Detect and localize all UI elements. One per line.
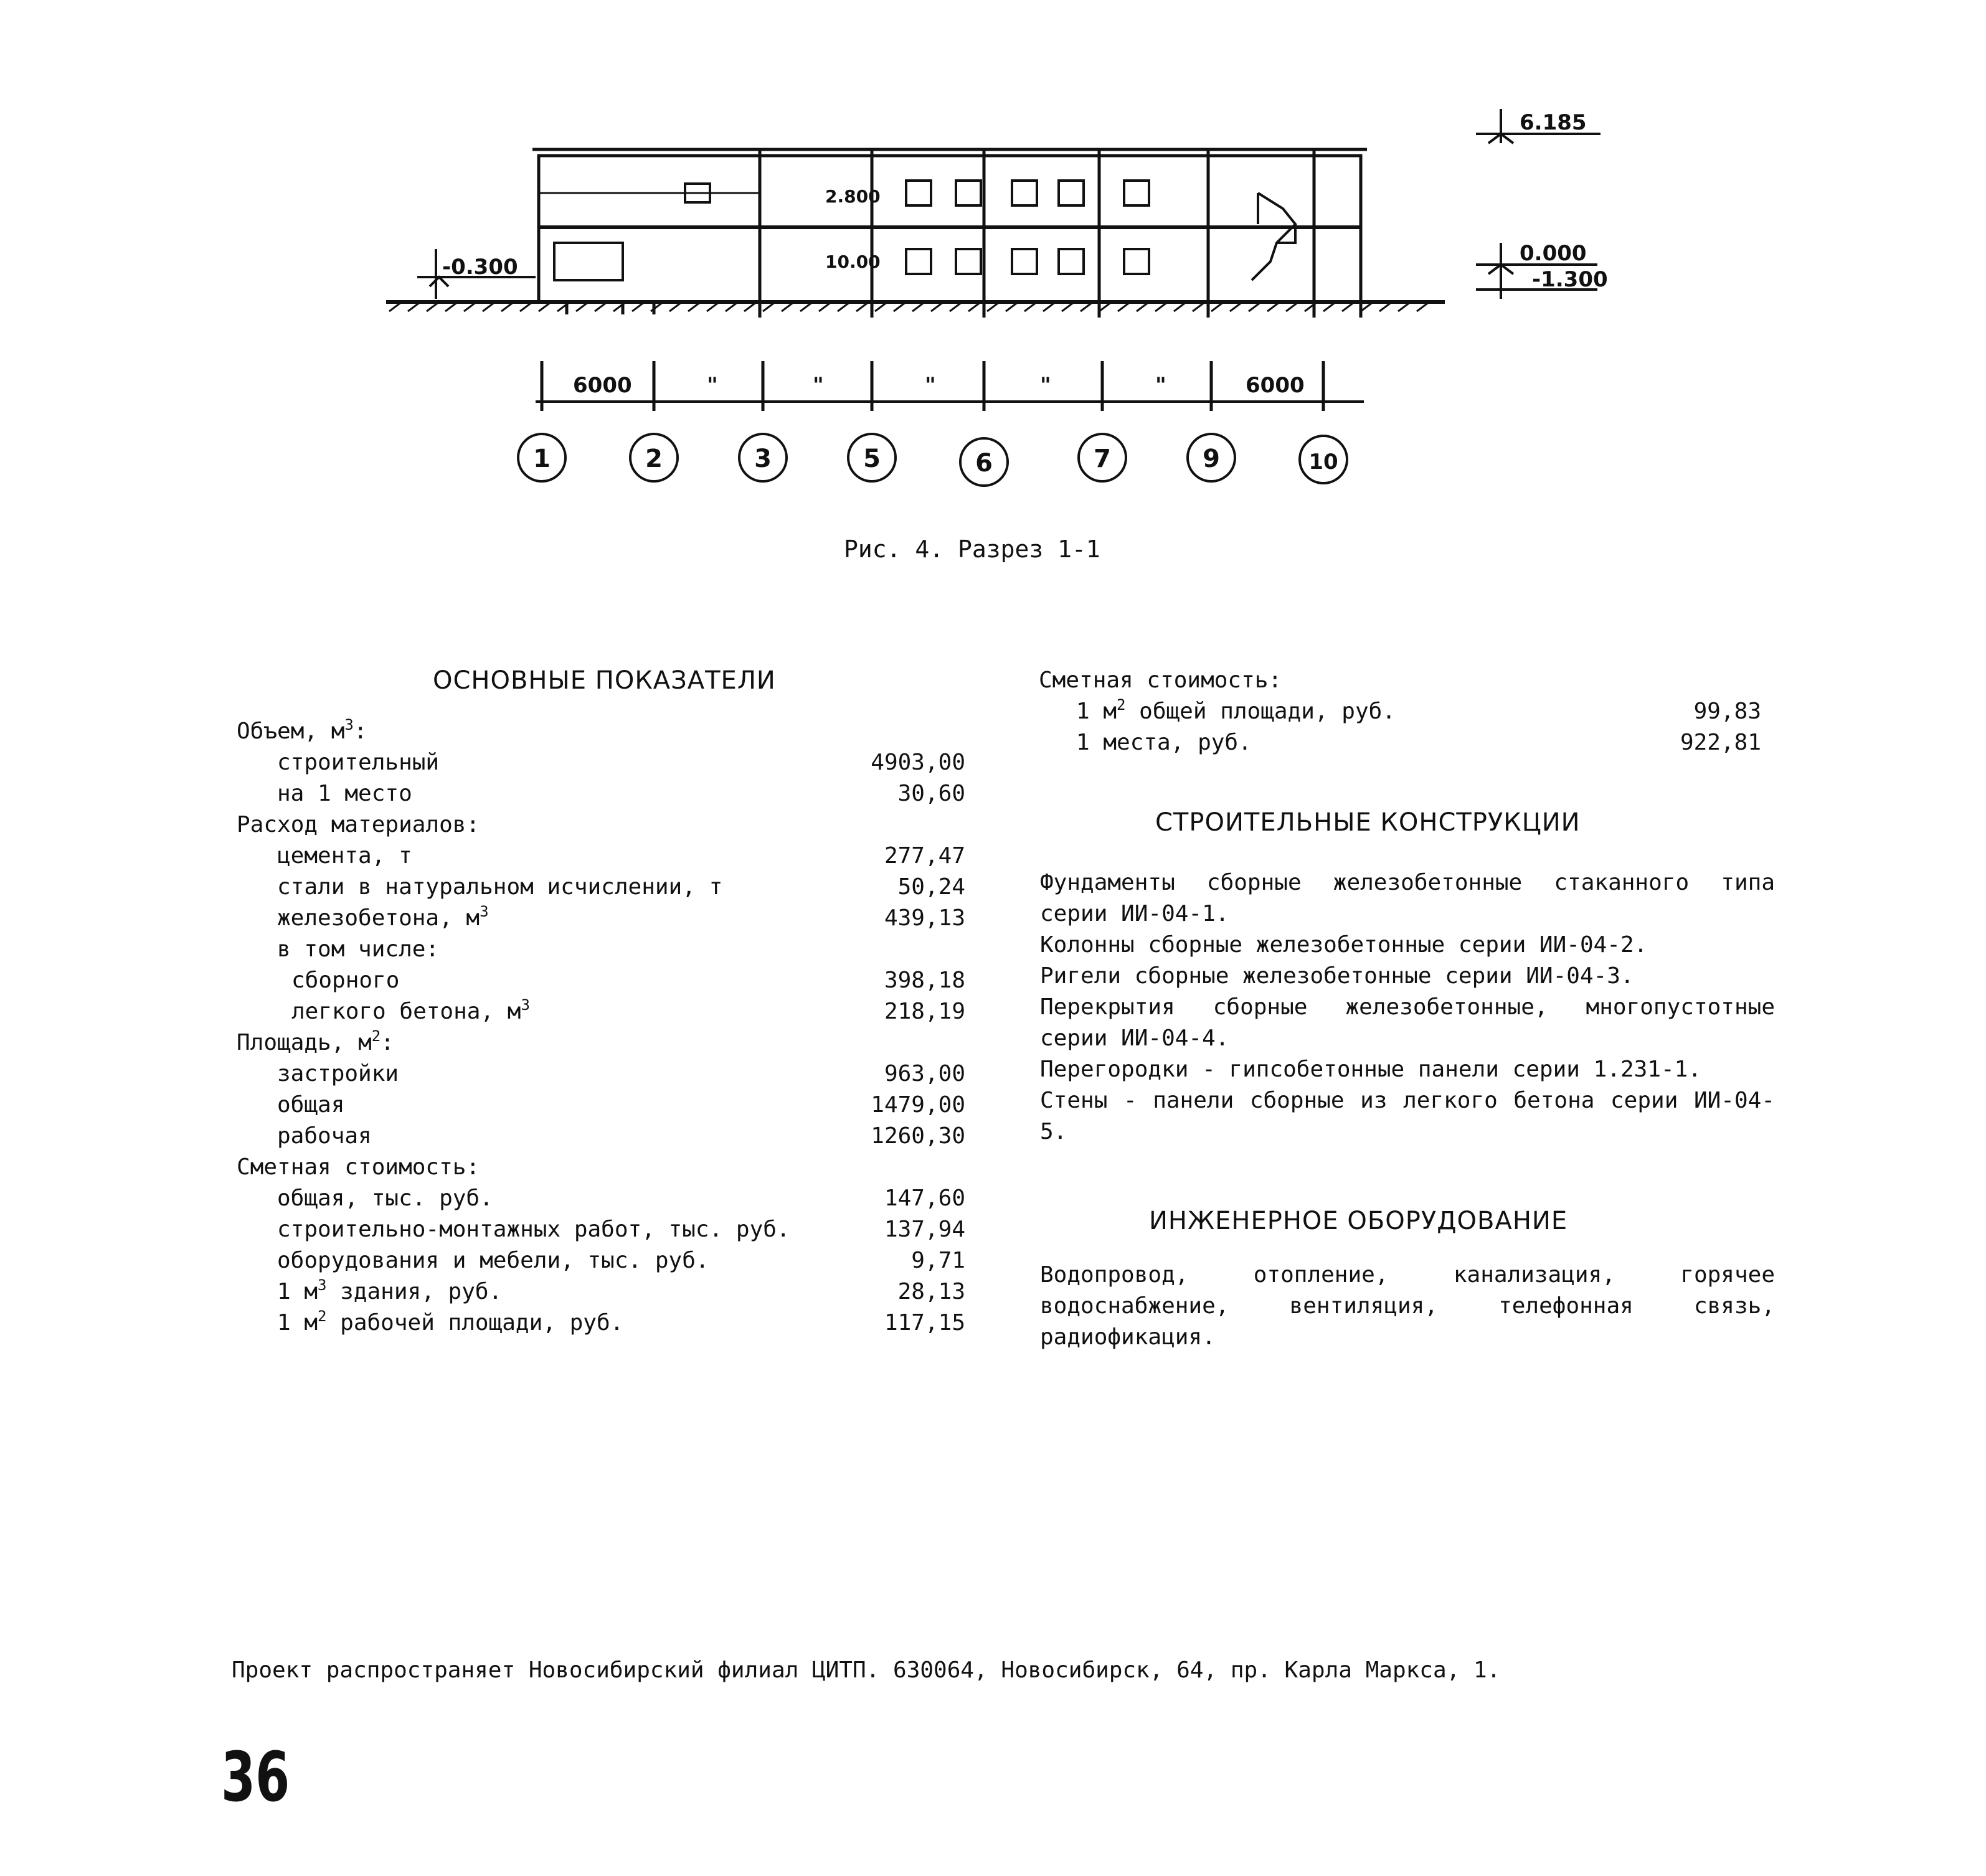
row-label: Сметная стоимость:	[1039, 667, 1282, 693]
indicators-title: ОСНОВНЫЕ ПОКАЗАТЕЛИ	[433, 666, 776, 695]
row-value: 117,15	[884, 1310, 965, 1336]
table-row	[237, 996, 965, 1027]
table-row	[237, 1090, 965, 1121]
row-label-suffix: :	[381, 1030, 394, 1055]
row-value: 218,19	[884, 999, 965, 1024]
row-value: 99,83	[1693, 699, 1761, 724]
dimension-label: 6000	[1246, 373, 1305, 398]
table-row	[237, 1027, 965, 1058]
table-row	[237, 716, 965, 747]
table-row	[237, 809, 965, 841]
dimension-label: "	[1040, 373, 1051, 398]
row-value: 147,60	[884, 1185, 965, 1211]
table-row	[237, 841, 965, 872]
paragraph: Перегородки - гипсобетонные панели серии 1.231-1.	[1040, 1057, 1702, 1082]
row-value: 1479,00	[871, 1092, 965, 1118]
table-row	[237, 1183, 965, 1214]
row-label: Площадь, м	[237, 1030, 372, 1055]
row-label-suffix: :	[353, 719, 367, 744]
table-row	[237, 903, 965, 934]
axis-label: 6	[975, 449, 993, 478]
row-label: строительно-монтажных работ, тыс. руб.	[277, 1217, 790, 1242]
paragraph: Перекрытия сборные железобетонные, многопустотные серии ИИ-04-4.	[1040, 994, 1775, 1051]
unit-superscript: 3	[344, 716, 354, 733]
row-value: 28,13	[897, 1279, 965, 1304]
row-label: оборудования и мебели, тыс. руб.	[277, 1248, 709, 1273]
row-label-suffix: общей площади, руб.	[1125, 699, 1396, 724]
axis-label: 1	[533, 445, 551, 473]
paragraph: Колонны сборные железобетонные серии ИИ-04-2.	[1040, 932, 1648, 958]
row-value: 398,18	[884, 968, 965, 993]
cost-block	[1039, 665, 1761, 758]
row-label: рабочая	[277, 1123, 372, 1149]
engineering-title: ИНЖЕНЕРНОЕ ОБОРУДОВАНИЕ	[1149, 1207, 1568, 1235]
paragraph: Фундаменты сборные железобетонные стаканного типа серии ИИ-04-1.	[1040, 870, 1775, 926]
table-row	[237, 872, 965, 903]
unit-superscript: 3	[480, 903, 489, 920]
axis-label: 10	[1308, 450, 1338, 474]
table-row	[237, 1121, 965, 1152]
row-value: 1260,30	[871, 1123, 965, 1149]
row-label: сборного	[291, 968, 400, 993]
row-label: строительный	[277, 750, 440, 775]
unit-superscript: 3	[318, 1276, 327, 1294]
table-row	[237, 1214, 965, 1245]
dimension-label: "	[1155, 373, 1166, 398]
elevation-minus-0300: -0.300	[442, 255, 518, 280]
axis-label: 2	[645, 445, 663, 473]
elevation-top: 6.185	[1520, 110, 1587, 135]
table-row	[1039, 696, 1761, 727]
row-label: 1 места, руб.	[1076, 730, 1252, 755]
row-label: 1 м	[1076, 699, 1117, 724]
table-row	[1039, 727, 1761, 758]
engineering-text	[1040, 1260, 1775, 1353]
paragraph: Стены - панели сборные из легкого бетона серии ИИ-04-5.	[1040, 1088, 1775, 1144]
unit-superscript: 2	[1117, 696, 1126, 714]
row-label: общая	[277, 1092, 345, 1118]
paragraph: Водопровод, отопление, канализация, горячее водоснабжение, вентиляция, телефонная связь, радиофикация.	[1040, 1262, 1775, 1350]
row-value: 922,81	[1680, 730, 1761, 755]
row-label-suffix: рабочей площади, руб.	[326, 1310, 624, 1336]
table-row	[237, 1245, 965, 1276]
table-row	[237, 1276, 965, 1308]
table-row	[237, 965, 965, 996]
row-label: в том числе:	[277, 936, 440, 962]
table-row	[237, 1308, 965, 1339]
footer-note: Проект распространяет Новосибирский филиал ЦИТП. 630064, Новосибирск, 64, пр. Карла Маркса, 1.	[232, 1657, 1501, 1683]
table-row	[237, 1058, 965, 1090]
table-row	[237, 934, 965, 965]
unit-superscript: 2	[318, 1308, 327, 1325]
row-label: на 1 место	[277, 781, 412, 806]
elevation-floor1: 10.00	[825, 252, 881, 272]
page-number: 36	[221, 1737, 290, 1817]
row-label: застройки	[277, 1061, 399, 1086]
dimension-label: 6000	[573, 373, 632, 398]
table-row	[1039, 665, 1761, 696]
table-row	[237, 747, 965, 778]
constructions-text	[1040, 867, 1775, 1148]
row-label: цемента, т	[277, 843, 412, 869]
unit-superscript: 2	[371, 1027, 381, 1045]
row-label: стали в натуральном исчислении, т	[277, 874, 723, 900]
section-drawing	[361, 100, 1644, 511]
row-value: 439,13	[884, 905, 965, 931]
row-label: общая, тыс. руб.	[277, 1185, 493, 1211]
unit-superscript: 3	[521, 996, 530, 1014]
row-label: железобетона, м	[277, 905, 480, 931]
row-value: 9,71	[911, 1248, 965, 1273]
table-row	[237, 1152, 965, 1183]
row-value: 4903,00	[871, 750, 965, 775]
row-value: 277,47	[884, 843, 965, 869]
elevation-zero: 0.000	[1520, 241, 1587, 266]
figure-caption: Рис. 4. Разрез 1-1	[844, 535, 1100, 563]
elevation-minus-1300: -1.300	[1532, 267, 1608, 292]
constructions-title: СТРОИТЕЛЬНЫЕ КОНСТРУКЦИИ	[1155, 808, 1581, 837]
dimension-label: "	[707, 373, 718, 398]
row-label: 1 м	[277, 1279, 318, 1304]
row-value: 963,00	[884, 1061, 965, 1086]
axis-label: 3	[754, 445, 772, 473]
indicators-table	[237, 716, 965, 1339]
row-value: 137,94	[884, 1217, 965, 1242]
dimension-label: "	[925, 373, 936, 398]
row-value: 50,24	[897, 874, 965, 900]
paragraph: Ригели сборные железобетонные серии ИИ-04-3.	[1040, 963, 1634, 989]
axis-label: 5	[863, 445, 881, 473]
row-label: Объем, м	[237, 719, 345, 744]
elevation-floor2: 2.800	[825, 186, 881, 207]
row-value: 30,60	[897, 781, 965, 806]
axis-label: 9	[1203, 445, 1220, 473]
row-label: Расход материалов:	[237, 812, 480, 837]
row-label: легкого бетона, м	[291, 999, 521, 1024]
row-label: 1 м	[277, 1310, 318, 1336]
table-row	[237, 778, 965, 809]
axis-label: 7	[1094, 445, 1111, 473]
dimension-label: "	[813, 373, 824, 398]
row-label-suffix: здания, руб.	[326, 1279, 503, 1304]
row-label: Сметная стоимость:	[237, 1154, 480, 1180]
